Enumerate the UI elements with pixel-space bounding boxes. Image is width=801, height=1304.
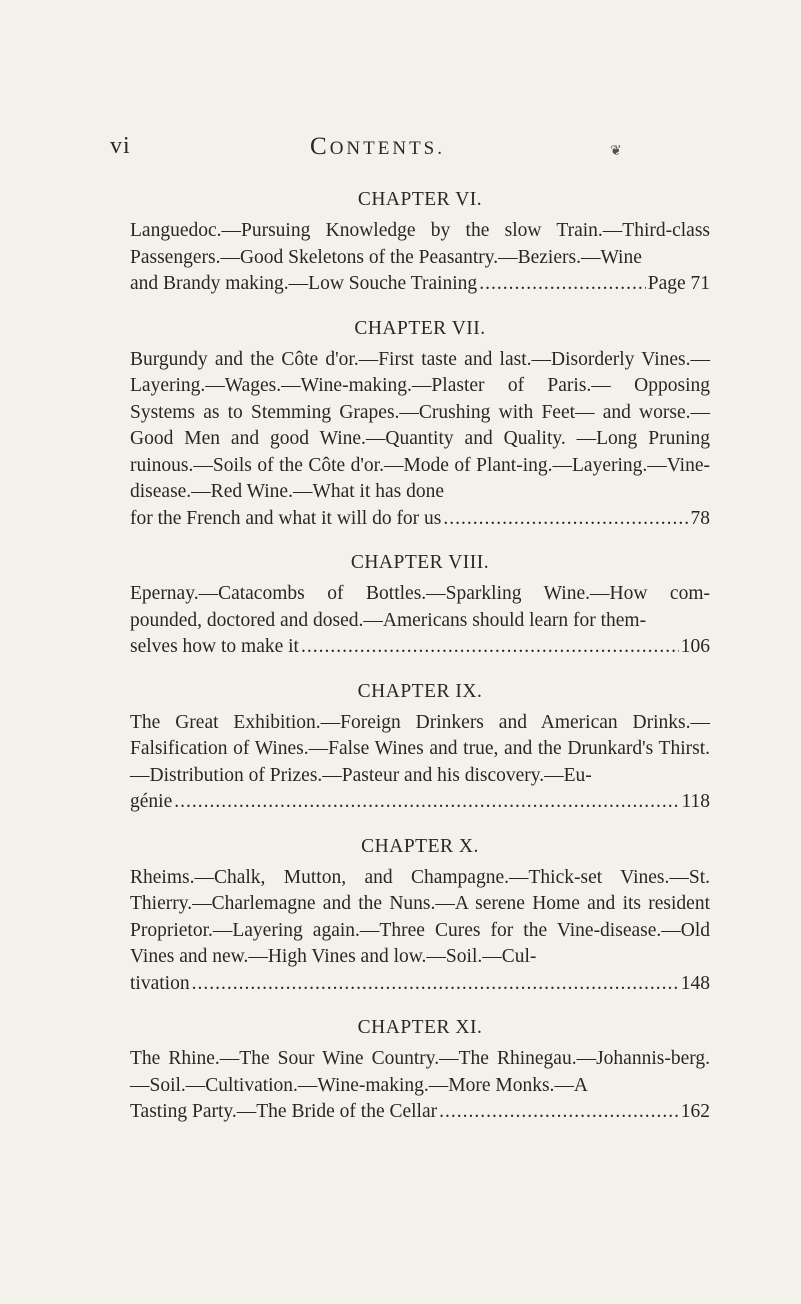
- chapter-entry-8: [130, 549, 710, 661]
- chapter-page-line: [130, 506, 710, 533]
- dot-leader: [443, 506, 688, 533]
- chapter-entry-7: [130, 315, 710, 533]
- chapter-summary: The Great Exhibition.—Foreign Drinkers and American Drinks.— Falsification of Wines.—False Wines and true, and the Drunkard's Thirst.—Distribution of Prizes.—Pasteur and his discovery.—Eu-: [130, 711, 710, 786]
- running-head: [110, 133, 700, 173]
- dot-leader: [301, 634, 679, 661]
- chapter-title: CHAPTER VII.: [354, 317, 486, 339]
- chapter-page-line: [130, 271, 710, 298]
- page-title-initial: C: [310, 133, 330, 160]
- chapter-entry-10: [130, 833, 710, 998]
- dot-leader: [174, 789, 679, 816]
- chapter-page-line: [130, 634, 710, 661]
- chapter-page-number: Page 71: [647, 273, 710, 294]
- chapter-summary-end: for the French and what it will do for us: [130, 507, 442, 529]
- chapter-page-line: [130, 971, 710, 998]
- chapter-page-number: 162: [680, 1101, 710, 1122]
- chapter-page-line: [130, 789, 710, 816]
- dot-leader: [479, 271, 646, 298]
- chapter-summary-end: génie: [130, 791, 173, 812]
- page-title: [310, 133, 445, 161]
- chapter-page-number: 106: [680, 636, 710, 657]
- chapter-summary-end: selves how to make it: [130, 636, 299, 657]
- chapter-summary: Burgundy and the Côte d'or.—First taste and last.—Disorderly Vines.—Layering.—Wages.—Wine-making.—Plaster of Paris.— Opposing Systems as to Stemming Grapes.—Crushing with Feet— and worse.—Good Men and good Wine.—Quantity and Quality. —Long Pruning ruinous.—Soils of the Côte d'or.—Mode of Plant-ing.—Layering.—Vine-disease.—Red Wine.—What it has done: [130, 348, 710, 502]
- chapter-page-number: 118: [681, 791, 710, 812]
- chapter-title: CHAPTER XI.: [357, 1017, 483, 1038]
- contents-list: [130, 186, 710, 1126]
- printer-ornament-icon: ❦: [610, 144, 622, 159]
- chapter-page-number: 148: [680, 972, 710, 994]
- dot-leader: [439, 1099, 679, 1126]
- dot-leader: [192, 971, 679, 998]
- chapter-entry-9: [130, 678, 710, 816]
- page-title-rest: ONTENTS.: [329, 138, 445, 159]
- chapter-entry-11: [130, 1014, 710, 1126]
- chapter-page-number: 78: [690, 507, 710, 529]
- chapter-summary: Rheims.—Chalk, Mutton, and Champagne.—Thick-set Vines.—St. Thierry.—Charlemagne and the Nuns.—A serene Home and its resident Proprietor.—Layering again.—Three Cures for the Vine-disease.—Old Vines and new.—High Vines and low.—Soil.—Cul-: [130, 866, 710, 967]
- chapter-title: CHAPTER VIII.: [350, 552, 490, 573]
- chapter-summary-end: Tasting Party.—The Bride of the Cellar: [130, 1101, 438, 1122]
- chapter-title: CHAPTER VI.: [357, 189, 483, 210]
- chapter-summary: Languedoc.—Pursuing Knowledge by the slow Train.—Third-class Passengers.—Good Skeletons of the Peasantry.—Beziers.—Wine: [130, 220, 710, 268]
- page-number: vi: [110, 133, 131, 159]
- chapter-page-line: [130, 1099, 710, 1126]
- chapter-summary: The Rhine.—The Sour Wine Country.—The Rhinegau.—Johannis-berg.—Soil.—Cultivation.—Wine-making.—More Monks.—A: [130, 1048, 710, 1096]
- chapter-summary-end: tivation: [130, 972, 190, 994]
- chapter-entry-6: [130, 186, 710, 298]
- chapter-summary: Epernay.—Catacombs of Bottles.—Sparkling Wine.—How com-pounded, doctored and dosed.—Americans should learn for them-: [130, 583, 710, 631]
- chapter-summary-end: and Brandy making.—Low Souche Training: [130, 273, 478, 294]
- chapter-title: CHAPTER IX.: [357, 680, 483, 702]
- chapter-title: CHAPTER X.: [361, 835, 479, 857]
